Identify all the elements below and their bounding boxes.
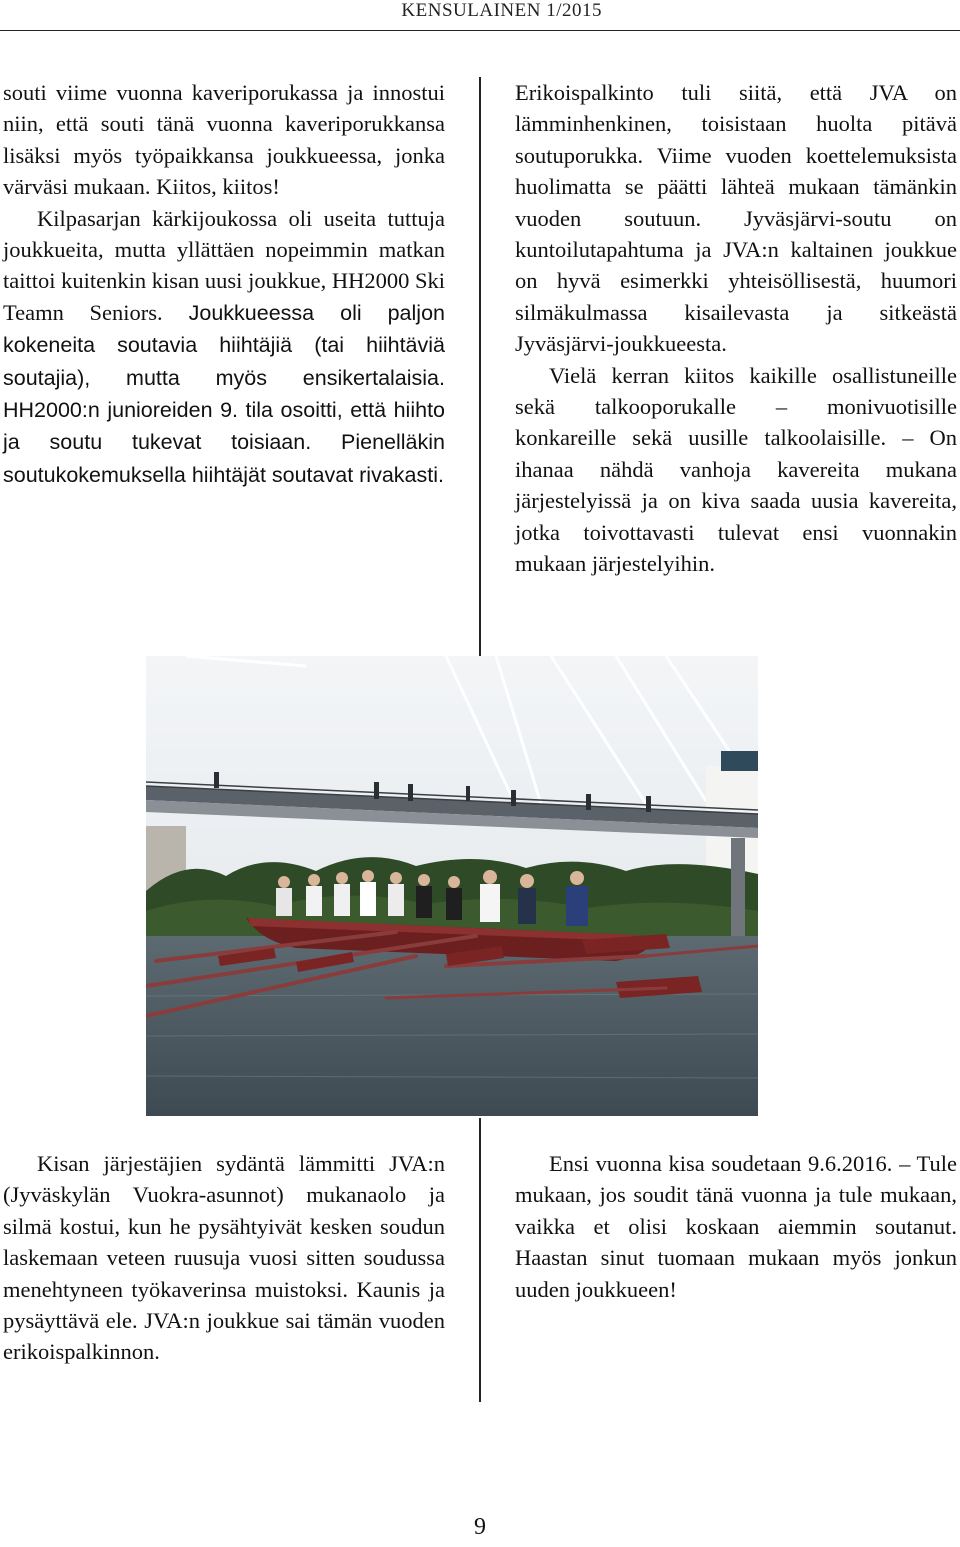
column-divider-top (479, 77, 481, 657)
paragraph-results (3, 203, 445, 492)
results-sentence: Kilpasarjan kärkijoukossa oli useita tuttuja joukkueita, mutta yllättäen nopeimmin matkan taittoi kuitenkin kisan uusi joukkue, HH2000 Ski Teamn Seniors. (3, 205, 445, 325)
column-divider-bottom (479, 1118, 481, 1402)
results-sentence-sans: Joukkueessa oli paljon kokeneita soutavia hiihtäjiä (tai hiihtäviä soutajia), mutta myös ensikertalaisia. HH2000:n junioreiden 9. tila osoitti, että hiihto ja soutu tukevat toisiaan. Pienelläkin soutukokemuksella hiihtäjät soutavat rivakasti. (3, 300, 445, 487)
rowing-boat-photo (146, 656, 758, 1116)
column-top-right (515, 77, 957, 580)
page-header (0, 0, 960, 31)
paragraph-thanks: Vielä kerran kiitos kaikille osallistuneille sekä talkooporukalle – monivuotisille konkareille sekä uusille talkoolaisille. – On ihanaa nähdä vanhoja kavereita mukana järjestelyissä ja on kiva saada uusia kavereita, jotka toivottavasti tulevat ensi vuonnakin mukaan järjestelyihin. (515, 362, 957, 577)
paragraph-special-prize: Erikoispalkinto tuli siitä, että JVA on lämminhenkinen, toisistaan huolta pitävä soutuporukka. Viime vuoden koettelemuksista huolimatta se päätti lähteä mukaan tämänkin vuoden soutuun. Jyväsjärvi-soutu on kuntoilutapahtuma ja JVA:n kaltainen joukkue on hyvä esimerkki yhteisöllisestä, huumori silmäkulmassa kisailevasta ja sitkeästä Jyväsjärvi-joukkueesta. (515, 80, 957, 357)
magazine-issue-title: KENSULAINEN 1/2015 (401, 0, 602, 21)
paragraph-jva-roses: Kisan järjestäjien sydäntä lämmitti JVA:n (Jyväskylän Vuokra-asunnot) mukanaolo ja silmä kostui, kun he pysähtyivät kesken soudun laskemaan veteen ruusuja vuosi sitten soudussa menehtyneen työkaverinsa muistoksi. Kaunis ja pysäyttävä ele. JVA:n joukkue sai tämän vuoden erikoispalkinnon. (3, 1151, 445, 1365)
page-number: 9 (474, 1514, 486, 1540)
column-top-left (3, 77, 445, 491)
column-bottom-right (515, 1148, 957, 1305)
paragraph-continued: souti viime vuonna kaveriporukassa ja innostui niin, että souti tänä vuonna kaveriporukkansa lisäksi myös työpaikkansa joukkueessa, jonka värväsi mukaan. Kiitos, kiitos! (3, 80, 445, 200)
column-bottom-left (3, 1148, 445, 1368)
paragraph-next-year: Ensi vuonna kisa soudetaan 9.6.2016. – Tule mukaan, jos soudit tänä vuonna ja tule mukaan, vaikka et olisi koskaan aiemmin soutanut. Haastan sinut tuomaan mukaan myös jonkun uuden joukkueen! (515, 1151, 957, 1302)
photo-illustration (146, 656, 758, 1116)
